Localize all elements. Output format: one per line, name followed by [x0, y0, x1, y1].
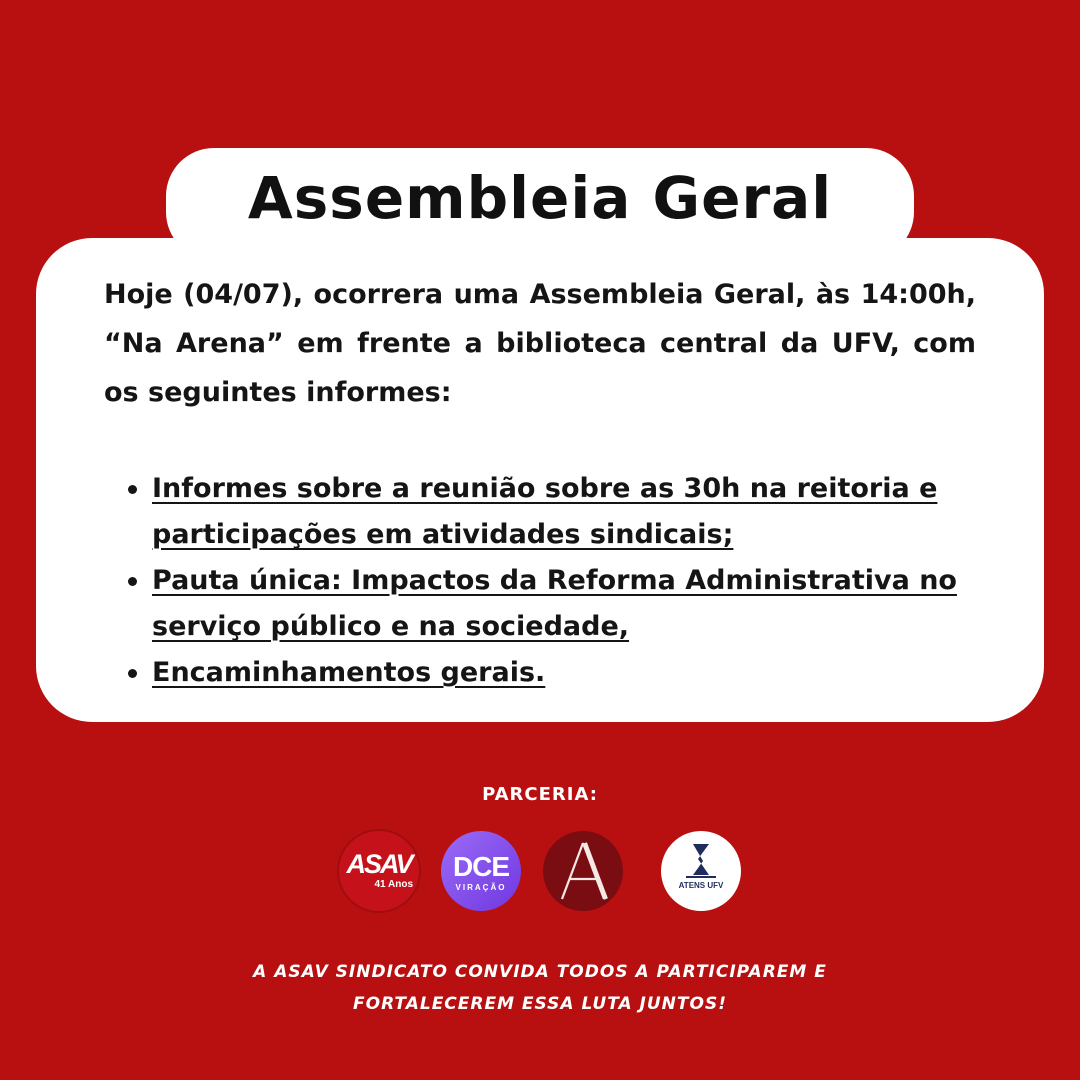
partners-label: PARCERIA: — [482, 784, 598, 805]
topic-text: Pauta única: Impactos da Reforma Administrativa no serviço público e na sociedade, — [152, 565, 957, 642]
topic-text: Encaminhamentos gerais. — [152, 657, 546, 688]
page-title: Assembleia Geral — [247, 164, 833, 232]
topic-text: Informes sobre a reunião sobre as 30h na reitoria e participações em atividades sindicais; — [152, 473, 938, 550]
bullet-icon — [128, 669, 137, 678]
a-monogram-logo — [543, 831, 623, 911]
list-item — [104, 650, 964, 696]
topics-list — [104, 466, 964, 696]
dce-logo — [441, 831, 521, 911]
asav-logo-name: ASAV — [346, 849, 412, 879]
dce-logo-name: DCE — [452, 851, 510, 882]
closing-line: A ASAV SINDICATO CONVIDA TODOS A PARTICIPAREM E — [253, 962, 827, 982]
closing-line: FORTALECEREM ESSA LUTA JUNTOS! — [353, 994, 727, 1014]
list-item — [104, 558, 964, 650]
bullet-icon — [128, 485, 137, 494]
bullet-icon — [128, 577, 137, 586]
asav-logo-subtitle: 41 Anos — [374, 879, 413, 890]
a-monogram-icon — [543, 831, 623, 911]
closing-message — [140, 956, 940, 1020]
asav-logo — [339, 831, 419, 911]
list-item — [104, 466, 964, 558]
atens-emblem-icon — [661, 831, 741, 911]
atens-logo-name: ATENS UFV — [678, 881, 724, 890]
dce-logo-subtitle: VIRAÇÃO — [455, 883, 507, 892]
intro-paragraph: Hoje (04/07), ocorrera uma Assembleia Geral, às 14:00h, “Na Arena” em frente a biblioteca central da UFV, com os seguintes informes: — [104, 279, 976, 408]
atens-ufv-logo — [661, 831, 741, 911]
